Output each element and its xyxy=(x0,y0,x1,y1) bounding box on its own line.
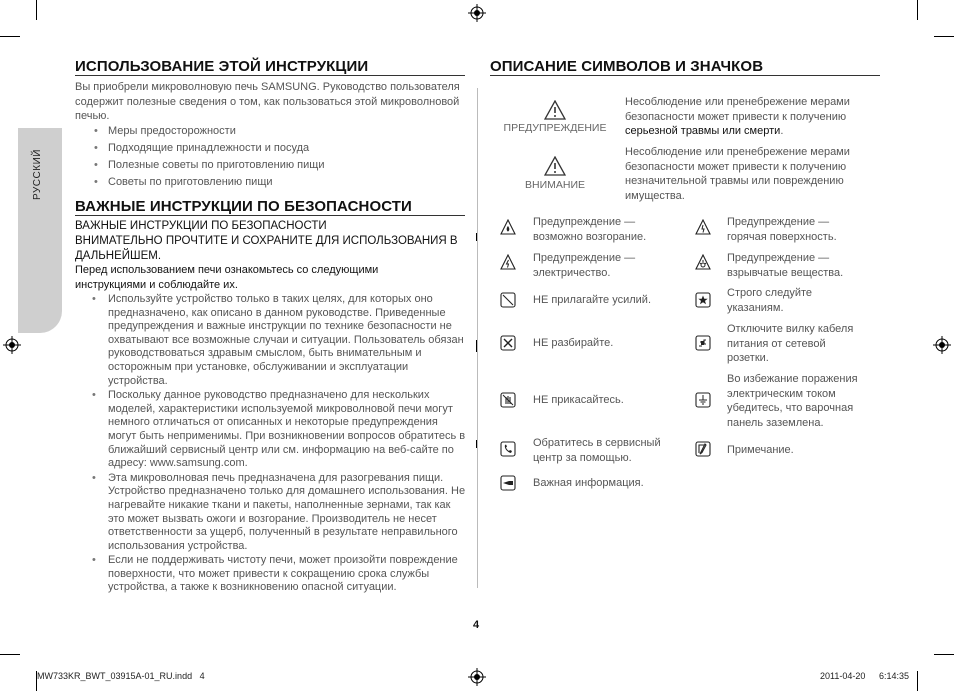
section-rule xyxy=(490,75,880,76)
caution-label: ВНИМАНИЕ xyxy=(524,179,586,191)
intro-paragraph: Вы приобрели микроволновую печь SAMSUNG. Руководство пользователя содержит полезные сведения о том, как пользоваться этой микроволновой печью. xyxy=(75,81,460,122)
safety-bullet-list xyxy=(75,293,467,595)
column-divider xyxy=(477,88,478,588)
symbol-text: Во избежание поражения электрическим током убедитесь, что варочная панель заземлена. xyxy=(727,373,858,429)
symbol-text: Предупреждение — возможно возгорание. xyxy=(533,216,647,243)
list-item: • Советы по приготовлению пищи xyxy=(75,174,465,191)
list-item: • Полезные советы по приготовлению пищи xyxy=(75,157,465,174)
list-item: • Поскольку данное руководство предназначено для нескольких моделей, характеристики используемой микроволновой печи могут немного отличаться от описанных и некоторые предупреждения могут быть неприменимы. При возникновении вопросов обратитесь в ближайший сервисный центр или см. информацию на веб-сайте по адресу: www.samsung.com. xyxy=(75,389,467,471)
intro-bullet-list xyxy=(75,123,465,191)
warning-label: ПРЕДУПРЕЖДЕНИЕ xyxy=(503,122,607,134)
hot-surface-warning-icon xyxy=(695,219,711,235)
caps-line-1: ВАЖНЫЕ ИНСТРУКЦИИ ПО БЕЗОПАСНОСТИ xyxy=(75,220,327,232)
crop-mark xyxy=(934,36,954,37)
symbol-text: Предупреждение — электричество. xyxy=(533,252,636,279)
symbol-text: Примечание. xyxy=(727,444,794,456)
ground-icon xyxy=(695,392,711,408)
crop-mark xyxy=(917,0,918,20)
caps-line-2: ВНИМАТЕЛЬНО ПРОЧТИТЕ И СОХРАНИТЕ ДЛЯ ИСПОЛЬЗОВАНИЯ В ДАЛЬНЕЙШЕМ. xyxy=(75,235,458,262)
section-rule xyxy=(75,215,465,216)
important-info-icon xyxy=(500,475,516,491)
language-label: РУССКИЙ xyxy=(32,149,43,200)
no-disassemble-icon xyxy=(500,335,516,351)
caution-triangle-icon xyxy=(544,156,566,176)
follow-instructions-icon xyxy=(695,292,711,308)
registration-mark-icon xyxy=(468,4,486,22)
fire-warning-icon xyxy=(500,219,516,235)
symbol-text: Строго следуйте указаниям. xyxy=(727,287,813,314)
caution-text: Несоблюдение или пренебрежение мерами безопасности может привести к получению незначительной травмы или повреждению имущества. xyxy=(625,146,850,202)
list-item: • Если не поддерживать чистоту печи, может произойти повреждение поверхности, что может привести к сокращению срока службы устройства, а также к возникновению опасной ситуации. xyxy=(75,554,467,595)
registration-mark-icon xyxy=(933,336,951,354)
before-use-note: Перед использованием печи ознакомьтесь со следующими инструкциями и соблюдайте их. xyxy=(75,264,379,291)
warning-text-strong: серьезной травмы или смерти xyxy=(625,125,781,137)
section-title-using-manual: ИСПОЛЬЗОВАНИЕ ЭТОЙ ИНСТРУКЦИИ xyxy=(75,58,369,75)
no-force-icon xyxy=(500,292,516,308)
crop-mark xyxy=(934,654,954,655)
symbol-text: Отключите вилку кабеля питания от сетевой розетки. xyxy=(727,323,854,364)
note-icon xyxy=(695,441,711,457)
list-item: • Меры предосторожности xyxy=(75,123,465,140)
footer-date: 2011-04-20 xyxy=(820,671,866,681)
symbol-text: НЕ прилагайте усилий. xyxy=(533,294,651,306)
registration-mark-icon xyxy=(468,668,486,686)
unplug-icon xyxy=(695,335,711,351)
registration-mark-icon xyxy=(3,336,21,354)
symbol-text: Предупреждение — горячая поверхность. xyxy=(727,216,837,243)
section-title-safety: ВАЖНЫЕ ИНСТРУКЦИИ ПО БЕЗОПАСНОСТИ xyxy=(75,198,412,215)
footer-file-name: MW733KR_BWT_03915A-01_RU.indd 4 xyxy=(37,671,205,681)
section-rule xyxy=(75,75,465,76)
crop-mark xyxy=(0,654,20,655)
no-touch-icon xyxy=(500,392,516,408)
crop-mark xyxy=(0,36,20,37)
explosive-warning-icon xyxy=(695,254,711,270)
crop-mark xyxy=(36,0,37,20)
symbol-text: НЕ разбирайте. xyxy=(533,337,614,349)
electric-warning-icon xyxy=(500,254,516,270)
symbol-text: Предупреждение — взрывчатые вещества. xyxy=(727,252,844,279)
section-title-symbols: ОПИСАНИЕ СИМВОЛОВ И ЗНАЧКОВ xyxy=(490,58,764,75)
list-item: • Подходящие принадлежности и посуда xyxy=(75,140,465,157)
warning-triangle-icon xyxy=(544,100,566,120)
language-tab xyxy=(18,128,62,333)
page-number: 4 xyxy=(473,619,480,631)
footer-time: 6:14:35 xyxy=(879,671,910,681)
list-item: • Эта микроволновая печь предназначена для разогревания пищи. Устройство предназначено только для домашнего использования. Не нагревайте никакие ткани и пакеты, наполненные зернами, так как это может вызвать ожоги и возгорание. Производитель не несет ответственности за ущерб, полученный в результате неправильного использования устройства. xyxy=(75,472,467,554)
warning-text: Несоблюдение или пренебрежение мерами безопасности может привести к получению серьезной травмы или смерти. xyxy=(625,96,850,137)
list-item: • Используйте устройство только в таких целях, для которых оно предназначено, как описано в данном руководстве. Приведенные предупреждения и важные инструкции по технике безопасности не охватывают все возможные случаи и ситуации. Пользователь обязан руководствоваться здравым смыслом, быть внимательным и осторожным при установке, обслуживании и эксплуатации устройства. xyxy=(75,293,467,388)
symbol-text: НЕ прикасайтесь. xyxy=(533,394,624,406)
symbol-text: Важная информация. xyxy=(533,477,644,489)
symbol-text: Обратитесь в сервисный центр за помощью. xyxy=(533,437,661,464)
service-phone-icon xyxy=(500,441,516,457)
crop-mark xyxy=(917,671,918,691)
